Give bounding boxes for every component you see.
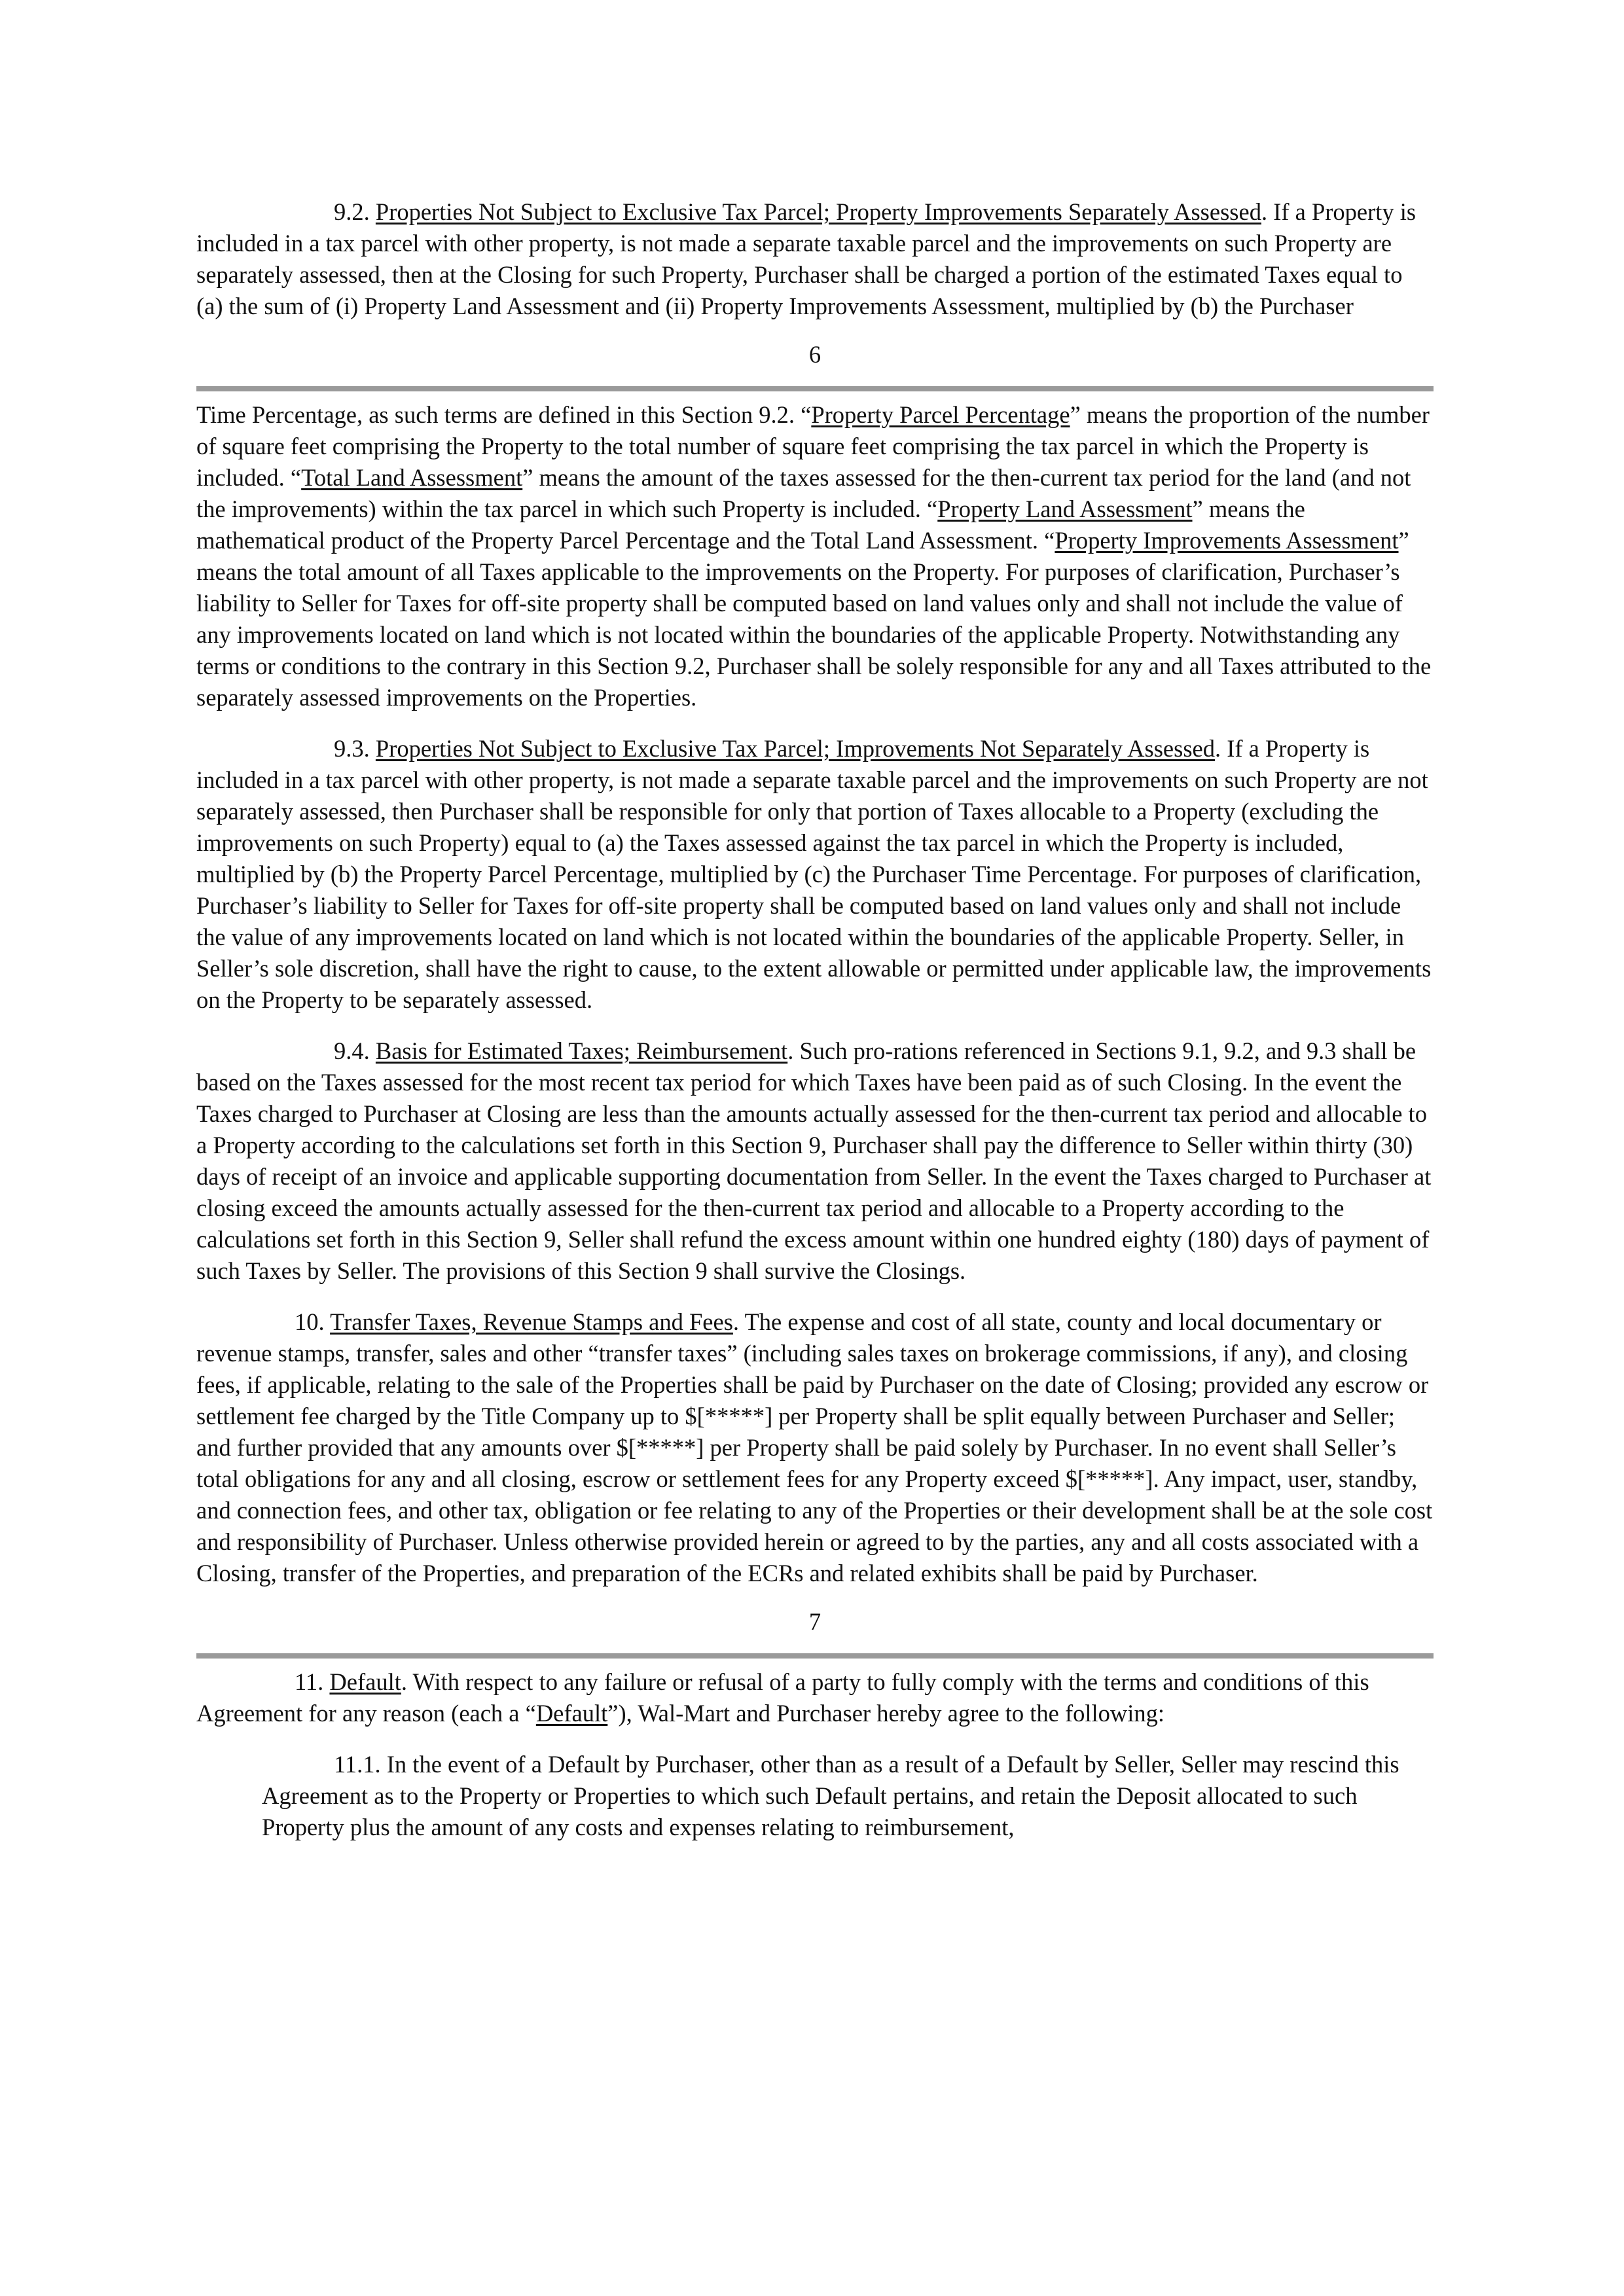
continuation-text: ” means the total amount of all Taxes applicable to the improvements on the Property. For purposes of clarification, Purchaser’s liability to Seller for Taxes for off-site property shall be computed based on land values only and shall not include the value of any improvements located on land which is not located within the boundaries of the applicable Property. Notwithstanding any terms or conditions to the contrary in this Section 9.2, Purchaser shall be solely responsible for any and all Taxes attributed to the separately assessed improvements on the Properties. bbox=[196, 527, 1432, 711]
term-property-parcel-percentage: Property Parcel Percentage bbox=[811, 401, 1070, 428]
section-10-paragraph bbox=[196, 1306, 1434, 1589]
section-11-1-paragraph: 11.1. In the event of a Default by Purchaser, other than as a result of a Default by Seller, Seller may rescind this Agreement as to the Property or Properties to which such Default pertains, and retain the Deposit allocated to such Property plus the amount of any costs and expenses relating to reimbursement, bbox=[262, 1751, 1399, 1840]
page-break-divider bbox=[196, 1653, 1434, 1659]
section-9-3-text: . If a Property is included in a tax parcel with other property, is not made a separate taxable parcel and the improvements on such Property are not separately assessed, then Purchaser shall be responsible for only that portion of Taxes allocable to a Property (excluding the improvements on such Property) equal to (a) the Taxes assessed against the tax parcel in which the Property is included, multiplied by (b) the Property Parcel Percentage, multiplied by (c) the Purchaser Time Percentage. For purposes of clarification, Purchaser’s liability to Seller for Taxes for off-site property shall be computed based on land values only and shall not include the value of any improvements located on land which is not located within the boundaries of the applicable Property. Seller, in Seller’s sole discretion, shall have the right to cause, to the extent allowable or permitted under applicable law, the improvements on the Property to be separately assessed. bbox=[196, 735, 1432, 1013]
page-number: 6 bbox=[808, 341, 821, 368]
section-9-2-heading: Properties Not Subject to Exclusive Tax Parcel; Property Improvements Separately Assessed bbox=[375, 198, 1261, 225]
term-default: Default bbox=[535, 1700, 608, 1727]
section-11-number: 11. bbox=[295, 1668, 330, 1695]
section-9-3-number: 9.3. bbox=[334, 735, 376, 762]
section-11-text: ”), Wal-Mart and Purchaser hereby agree to the following: bbox=[607, 1700, 1165, 1727]
section-9-2-paragraph bbox=[196, 196, 1434, 322]
section-9-4-heading: Basis for Estimated Taxes; Reimbursement bbox=[375, 1037, 788, 1064]
term-property-improvements-assessment: Property Improvements Assessment bbox=[1055, 527, 1399, 554]
section-9-4-number: 9.4. bbox=[334, 1037, 376, 1064]
document-page bbox=[196, 196, 1434, 1843]
page-number: 7 bbox=[808, 1608, 821, 1635]
section-11-heading: Default bbox=[329, 1668, 401, 1695]
continuation-text: ” means the mathematical product of the Property Parcel Percentage and the Total Land Assessment. “ bbox=[196, 495, 1305, 554]
section-11-text: . With respect to any failure or refusal of a party to fully comply with the terms and conditions of this Agreement for any reason (each a “ bbox=[196, 1668, 1369, 1727]
continuation-text: ” means the amount of the taxes assessed for the then-current tax period for the land (and not the improvements) within the tax parcel in which such Property is included. “ bbox=[196, 464, 1411, 522]
section-9-3-paragraph bbox=[196, 733, 1434, 1016]
term-property-land-assessment: Property Land Assessment bbox=[937, 495, 1193, 522]
section-9-4-paragraph bbox=[196, 1035, 1434, 1287]
section-9-2-number: 9.2. bbox=[334, 198, 376, 225]
section-9-3-heading: Properties Not Subject to Exclusive Tax Parcel; Improvements Not Separately Assessed bbox=[375, 735, 1215, 762]
page-break-divider bbox=[196, 386, 1434, 391]
continuation-text: Time Percentage, as such terms are defined in this Section 9.2. “ bbox=[196, 401, 812, 428]
section-9-2-continuation bbox=[196, 399, 1434, 713]
section-11-paragraph bbox=[196, 1666, 1434, 1729]
section-10-number: 10. bbox=[295, 1308, 331, 1335]
section-10-text: . The expense and cost of all state, county and local documentary or revenue stamps, transfer, sales and other “transfer taxes” (including sales taxes on brokerage commissions, if any), and closing fees, if applicable, relating to the sale of the Properties shall be paid by Purchaser on the date of Closing; provided any escrow or settlement fee charged by the Title Company up to $[*****] per Property shall be split equally between Purchaser and Seller; and further provided that any amounts over $[*****] per Property shall be paid solely by Purchaser. In no event shall Seller’s total obligations for any and all closing, escrow or settlement fees for any Property exceed $[*****]. Any impact, user, standby, and connection fees, and other tax, obligation or fee relating to any of the Properties or their development shall be at the sole cost and responsibility of Purchaser. Unless otherwise provided herein or agreed to by the parties, any and all costs associated with a Closing, transfer of the Properties, and preparation of the ECRs and related exhibits shall be paid by Purchaser. bbox=[196, 1308, 1433, 1587]
section-9-4-text: . Such pro-rations referenced in Sections 9.1, 9.2, and 9.3 shall be based on the Taxes assessed for the most recent tax period for which Taxes have been paid as of such Closing. In the event the Taxes charged to Purchaser at Closing are less than the amounts actually assessed for the then-current tax period and allocable to a Property according to the calculations set forth in this Section 9, Purchaser shall pay the difference to Seller within thirty (30) days of receipt of an invoice and applicable supporting documentation from Seller. In the event the Taxes charged to Purchaser at closing exceed the amounts actually assessed for the then-current tax period and allocable to a Property according to the calculations set forth in this Section 9, Seller shall refund the excess amount within one hundred eighty (180) days of payment of such Taxes by Seller. The provisions of this Section 9 shall survive the Closings. bbox=[196, 1037, 1432, 1284]
term-total-land-assessment: Total Land Assessment bbox=[301, 464, 523, 491]
continuation-text: ” means the proportion of the number of square feet comprising the Property to the total number of square feet comprising the tax parcel in which the Property is included. “ bbox=[196, 401, 1430, 491]
section-9-2-text: . If a Property is included in a tax parcel with other property, is not made a separate taxable parcel and the improvements on such Property are separately assessed, then at the Closing for such Property, Purchaser shall be charged a portion of the estimated Taxes equal to (a) the sum of (i) Property Land Assessment and (ii) Property Improvements Assessment, multiplied by (b) the Purchaser bbox=[196, 198, 1416, 319]
section-10-heading: Transfer Taxes, Revenue Stamps and Fees bbox=[330, 1308, 733, 1335]
